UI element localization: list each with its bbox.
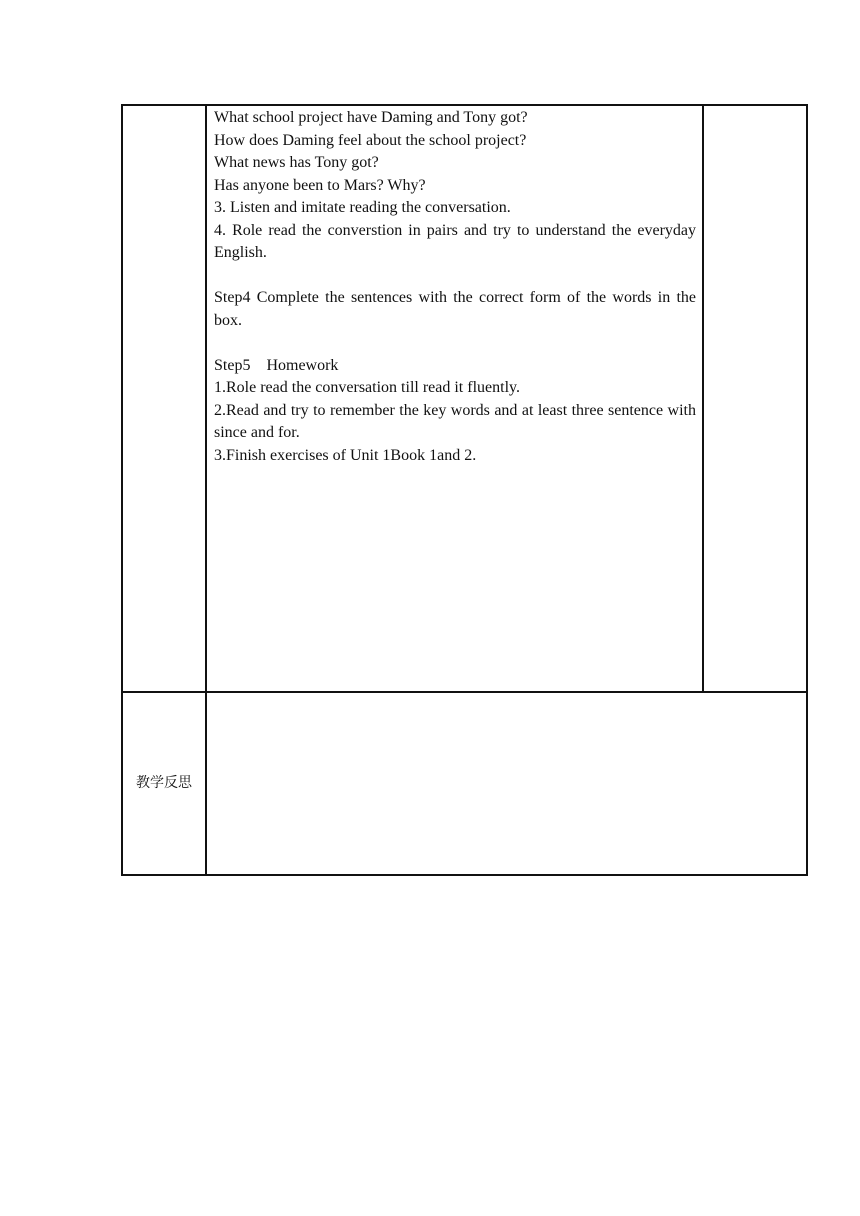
step5-heading: Step5 Homework (214, 356, 339, 374)
table-border-top (121, 104, 808, 106)
question-line: What news has Tony got? (214, 154, 379, 171)
teaching-reflection-label: 教学反思 (136, 775, 192, 791)
activity-line: 3. Listen and imitate reading the conversation. (214, 199, 511, 216)
blank-line (214, 332, 696, 355)
step4-line: Step4 Complete the sentences with the correct form of the words in the box. (214, 289, 696, 329)
homework-line: 2.Read and try to remember the key words and at least three sentence with since and for. (214, 401, 696, 441)
lesson-steps-cell (214, 107, 696, 467)
homework-line: 1.Role read the conversation till read it fluently. (214, 379, 520, 396)
table-divider-notes-column (702, 104, 704, 693)
homework-line: 3.Finish exercises of Unit 1Book 1and 2. (214, 446, 477, 464)
question-line: How does Daming feel about the school project? (214, 131, 527, 149)
activity-line: 4. Role read the converstion in pairs and try to understand the everyday English. (214, 221, 696, 261)
table-border-middle (121, 691, 808, 693)
table-border-left (121, 104, 123, 876)
blank-line (214, 265, 696, 288)
question-line: What school project have Daming and Tony got? (214, 109, 528, 126)
question-line: Has anyone been to Mars? Why? (214, 176, 426, 194)
table-border-bottom (121, 874, 808, 876)
table-divider-label-column (205, 104, 207, 876)
table-border-right (806, 104, 808, 876)
